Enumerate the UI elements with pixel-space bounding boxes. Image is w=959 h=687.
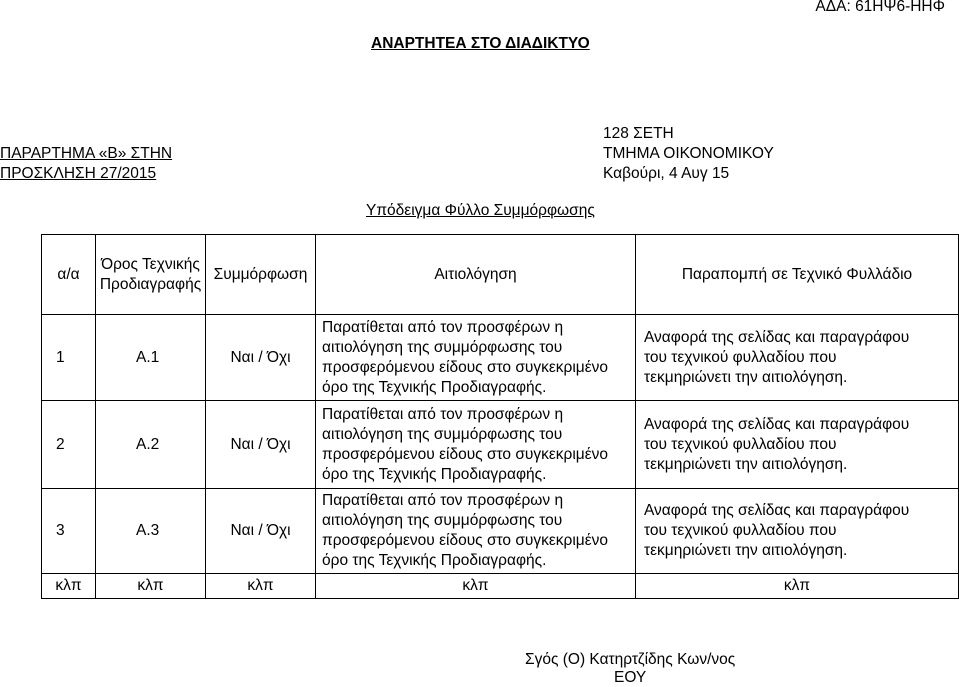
- etc-num: κλπ: [42, 574, 96, 599]
- justification-line: προσφερόμενου είδους στο συγκεκριμένο: [322, 532, 609, 549]
- reference-line: Αναφορά της σελίδας και παραγράφου: [644, 502, 910, 519]
- signatory-name: Σγός (Ο) Κατηρτζίδης Κων/νος: [525, 651, 736, 668]
- row-spec-code: Α.2: [96, 401, 206, 489]
- page-title: ΑΝΑΡΤΗΤΕΑ ΣΤΟ ΔΙΑΔΙΚΤΥΟ: [371, 35, 590, 52]
- row-compliance: Ναι / Όχι: [206, 489, 316, 574]
- compliance-table: [41, 234, 959, 599]
- signatory-rank: ΕΟΥ: [613, 669, 647, 686]
- reference-line: Αναφορά της σελίδας και παραγράφου: [644, 328, 910, 346]
- justification-line: Παρατίθεται από τον προσφέρων η: [322, 405, 564, 423]
- table-row: [42, 489, 959, 574]
- row-num: 1: [42, 315, 96, 401]
- justification-line: όρο της Τεχνικής Προδιαγραφής.: [322, 378, 547, 396]
- sender-unit: 128 ΣΕΤΗ: [603, 125, 674, 142]
- sender-place-date: Καβούρι, 4 Αυγ 15: [603, 165, 730, 182]
- justification-line: Παρατίθεται από τον προσφέρων η: [322, 318, 564, 336]
- reference-line: του τεχνικού φυλλαδίου που: [644, 348, 837, 366]
- annex-reference: [0, 144, 172, 184]
- document-subtitle: Υπόδειγμα Φύλλο Συμμόρφωσης: [366, 202, 595, 219]
- reference-line: τεκμηριώνετι την αιτιολόγηση.: [644, 368, 848, 386]
- justification-line: όρο της Τεχνικής Προδιαγραφής.: [322, 552, 547, 569]
- row-spec-code: Α.1: [96, 315, 206, 401]
- justification-line: όρο της Τεχνικής Προδιαγραφής.: [322, 465, 547, 483]
- sender-department: ΤΜΗΜΑ ΟΙΚΟΝΟΜΙΚΟΥ: [603, 145, 774, 162]
- row-justification: [316, 489, 636, 574]
- row-compliance: Ναι / Όχι: [206, 315, 316, 401]
- table-row: [42, 401, 959, 489]
- justification-line: προσφερόμενου είδους στο συγκεκριμένο: [322, 445, 609, 463]
- ada-code: ΑΔΑ: 61ΗΨ6-ΗΗΦ: [815, 0, 945, 15]
- etc-spec: κλπ: [96, 574, 206, 599]
- header-compliance: Συμμόρφωση: [206, 235, 316, 315]
- reference-line: τεκμηριώνετι την αιτιολόγηση.: [644, 542, 848, 559]
- reference-line: του τεχνικού φυλλαδίου που: [644, 435, 837, 453]
- row-num: 2: [42, 401, 96, 489]
- justification-line: αιτιολόγηση της συμμόρφωσης του: [322, 512, 563, 529]
- reference-line: Αναφορά της σελίδας και παραγράφου: [644, 415, 910, 433]
- reference-line: τεκμηριώνετι την αιτιολόγηση.: [644, 455, 848, 473]
- sender-block: [603, 124, 774, 184]
- row-reference: [636, 401, 959, 489]
- header-justification: Αιτιολόγηση: [316, 235, 636, 315]
- header-num: α/α: [42, 235, 96, 315]
- annex-line-2: ΠΡΟΣΚΛΗΣΗ 27/2015: [0, 165, 157, 182]
- justification-line: προσφερόμενου είδους στο συγκεκριμένο: [322, 358, 609, 376]
- reference-line: του τεχνικού φυλλαδίου που: [644, 522, 837, 539]
- table-header-row: [42, 235, 959, 315]
- etc-compliance: κλπ: [206, 574, 316, 599]
- row-num: 3: [42, 489, 96, 574]
- etc-reference: κλπ: [636, 574, 959, 599]
- annex-line-1: ΠΑΡΑΡΤΗΜΑ «Β» ΣΤΗΝ: [0, 145, 173, 162]
- etc-justification: κλπ: [316, 574, 636, 599]
- row-justification: [316, 315, 636, 401]
- header-spec-line-2: Προδιαγραφής: [99, 275, 202, 293]
- row-spec-code: Α.3: [96, 489, 206, 574]
- justification-line: αιτιολόγηση της συμμόρφωσης του: [322, 425, 563, 443]
- header-spec-line-1: Όρος Τεχνικής: [101, 255, 200, 273]
- header-spec: [96, 235, 206, 315]
- justification-line: αιτιολόγηση της συμμόρφωσης του: [322, 338, 563, 356]
- signature-block: [525, 651, 735, 687]
- row-reference: [636, 315, 959, 401]
- row-justification: [316, 401, 636, 489]
- justification-line: Παρατίθεται από τον προσφέρων η: [322, 492, 564, 509]
- table-row: [42, 315, 959, 401]
- table-etc-row: [42, 574, 959, 599]
- row-compliance: Ναι / Όχι: [206, 401, 316, 489]
- row-reference: [636, 489, 959, 574]
- header-reference: Παραπομπή σε Τεχνικό Φυλλάδιο: [636, 235, 959, 315]
